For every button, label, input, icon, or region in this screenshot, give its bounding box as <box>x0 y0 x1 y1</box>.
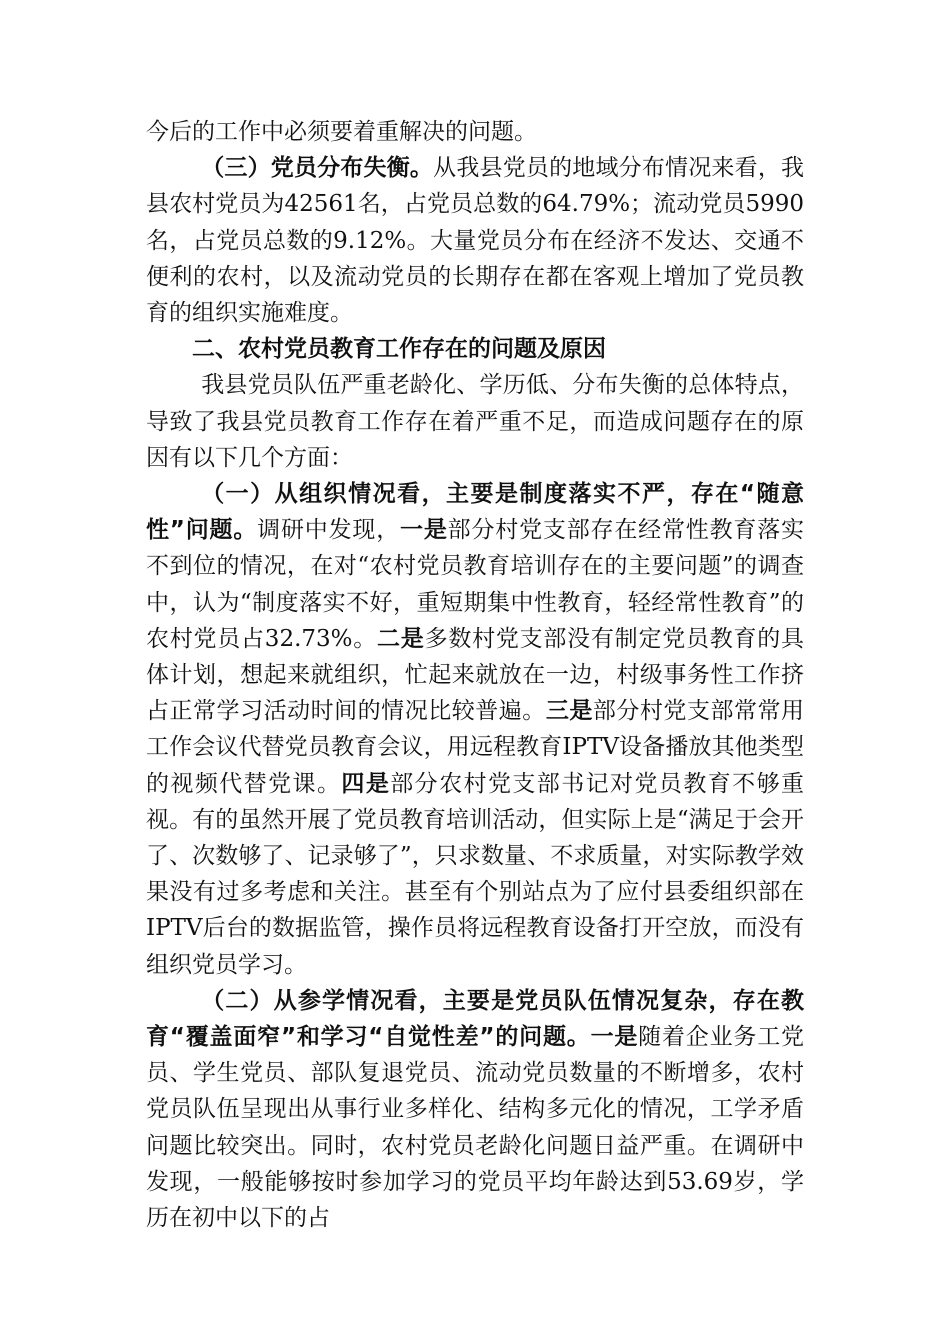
paragraph-continuation <box>146 114 804 150</box>
paragraph-text: 我县党员队伍严重老龄化、学历低、分布失衡的总体特点，导致了我县党员教育工作存在着严重不足，而造成问题存在的原因有以下几个方面： <box>146 372 804 471</box>
paragraph-text: 部分村党支部常常用工作会议代替党员教育会议，用远程教育IPTV设备播放其他类型的视频代替党课。 <box>146 698 805 797</box>
paragraph-text: 今后的工作中必须要着重解决的问题。 <box>146 119 537 145</box>
sub-heading-2: （二）从参学情况看，主要是党员队伍情况复杂，存在教育“覆盖面窄”和学习“自觉性差”的问题。 <box>146 987 804 1051</box>
paragraph-text: 调研中发现， <box>257 517 401 544</box>
sub-heading-1: （一）从组织情况看，主要是制度落实不严，存在“随意性”问题。 <box>146 481 804 544</box>
emphasis-fourth: 四是 <box>341 770 391 797</box>
section-title: 二、农村党员教育工作存在的问题及原因 <box>192 336 606 363</box>
paragraph-text: 部分村党支部存在经常性教育落实不到位的情况，在对“农村党员教育培训存在的主要问题”的调查中，认为“制度落实不好，重短期集中性教育，轻经常性教育”的农村党员占32.73%。 <box>146 517 805 652</box>
paragraph-text: 随着企业务工党员、学生党员、部队复退党员、流动党员数量的不断增多，农村党员队伍呈现出从事行业多样化、结构多元化的情况，工学矛盾问题比较突出。同时，农村党员老龄化问题日益严重。在调研中发现，一般能够按时参加学习的党员平均年龄达到53.69岁，学历在初中以下的占 <box>146 1024 804 1232</box>
paragraph-text: 多数村党支部没有制定党员教育的具体计划，想起来就组织，忙起来就放在一边，村级事务性工作挤占正常学习活动时间的情况比较普遍。 <box>146 625 805 725</box>
emphasis-third: 三是 <box>545 698 593 725</box>
paragraph-participation <box>146 983 804 1236</box>
emphasis-first: 一是 <box>590 1024 639 1051</box>
paragraph-text: 部分农村党支部书记对党员教育不够重视。有的虽然开展了党员教育培训活动，但实际上是“满足于会开了、次数够了、记录够了”，只求数量、不求质量，对实际教学效果没有过多考虑和关注。甚至有个别站点为了应付县委组织部在IPTV后台的数据监管，操作员将远程教育设备打开空放，而没有组织党员学习。 <box>146 770 805 978</box>
emphasis-second: 二是 <box>377 625 425 652</box>
document-body <box>146 114 804 1236</box>
paragraph-party-distribution <box>146 150 804 331</box>
paragraph-intro <box>146 367 804 476</box>
sub-heading-3: （三）党员分布失衡。 <box>201 155 434 182</box>
paragraph-organization <box>146 476 804 983</box>
emphasis-first: 一是 <box>400 517 448 544</box>
paragraph-text: 从我县党员的地域分布情况来看，我县农村党员为42561名，占党员总数的64.79%；流动党员5990名，占党员总数的9.12%。大量党员分布在经济不发达、交通不便利的农村，以及流动党员的长期存在都在客观上增加了党员教育的组织实施难度。 <box>146 155 805 327</box>
